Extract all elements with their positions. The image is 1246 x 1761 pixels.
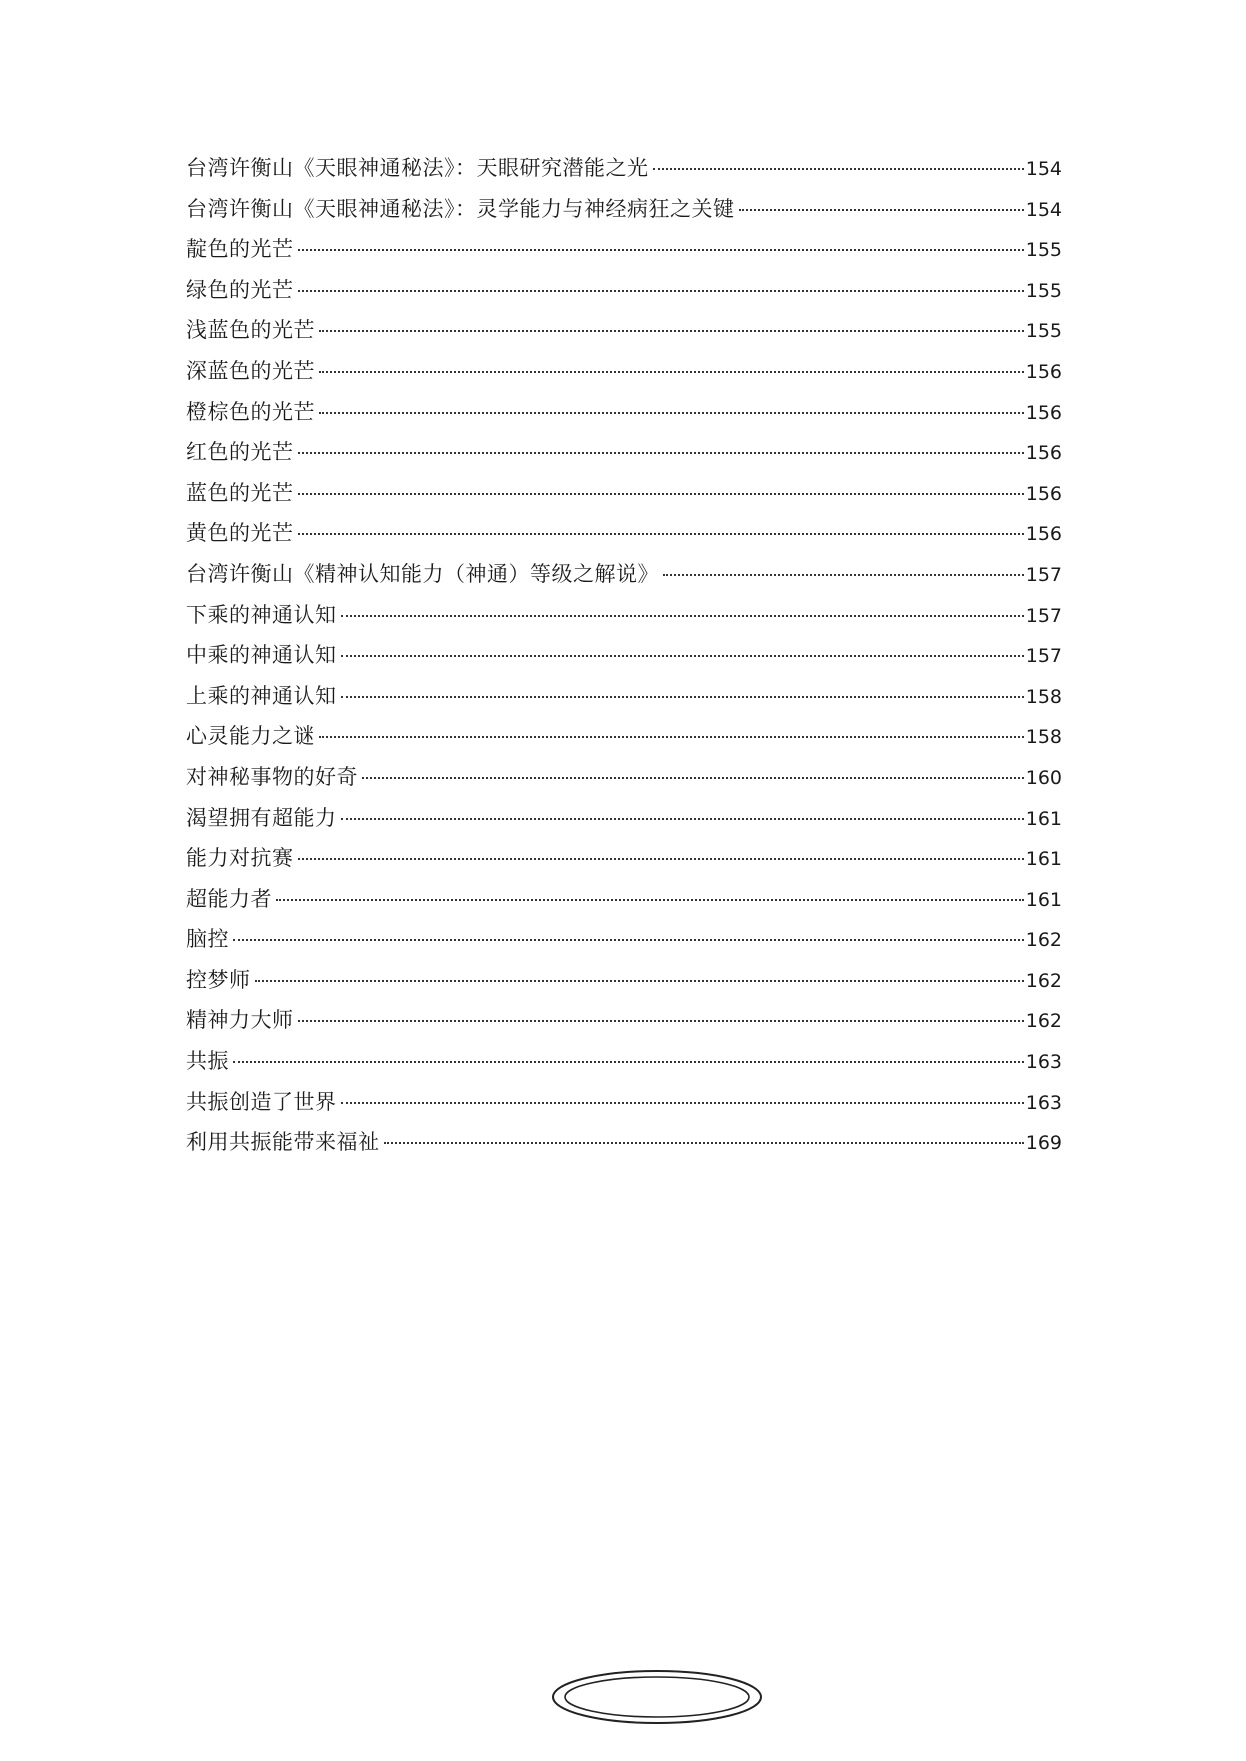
toc-entry-page-number: 156	[1025, 360, 1062, 383]
toc-dot-leader	[319, 411, 1024, 414]
toc-dot-leader	[233, 1060, 1024, 1063]
toc-entry[interactable]	[186, 1082, 1062, 1123]
toc-entry-page-number: 163	[1025, 1051, 1062, 1074]
toc-entry-page-number: 155	[1025, 239, 1062, 262]
toc-entry-page-number: 161	[1025, 807, 1062, 830]
toc-dot-leader	[341, 614, 1024, 617]
toc-dot-leader	[298, 532, 1024, 535]
toc-entry-title: 能力对抗赛	[186, 846, 294, 871]
toc-entry-page-number: 157	[1025, 645, 1062, 668]
toc-entry[interactable]	[186, 473, 1062, 514]
toc-dot-leader	[276, 898, 1024, 901]
toc-entry-page-number: 163	[1025, 1091, 1062, 1114]
toc-entry-page-number: 161	[1025, 888, 1062, 911]
toc-entry-page-number: 155	[1025, 279, 1062, 302]
toc-entry[interactable]	[186, 595, 1062, 636]
toc-entry[interactable]	[186, 879, 1062, 920]
toc-entry-title: 对神秘事物的好奇	[186, 764, 358, 789]
toc-entry-title: 台湾许衡山《天眼神通秘法》：天眼研究潜能之光	[186, 156, 649, 180]
toc-entry-title: 绿色的光芒	[186, 277, 294, 302]
toc-dot-leader	[663, 573, 1024, 576]
toc-entry-title: 红色的光芒	[186, 440, 294, 465]
toc-dot-leader	[341, 695, 1024, 698]
toc-dot-leader	[319, 735, 1024, 738]
toc-entry-title: 利用共振能带来福祉	[186, 1130, 380, 1155]
toc-entry[interactable]	[186, 351, 1062, 392]
toc-entry[interactable]	[186, 676, 1062, 717]
toc-entry-title: 台湾许衡山《天眼神通秘法》：灵学能力与神经病狂之关键	[186, 196, 735, 221]
toc-entry[interactable]	[186, 513, 1062, 554]
toc-dot-leader	[298, 289, 1024, 292]
toc-dot-leader	[298, 857, 1024, 860]
toc-entry-page-number: 160	[1025, 766, 1062, 789]
toc-entry-title: 靛色的光芒	[186, 237, 294, 262]
toc-entry[interactable]	[186, 716, 1062, 757]
toc-dot-leader	[298, 492, 1024, 495]
toc-entry[interactable]	[186, 1122, 1062, 1163]
toc-entry-page-number: 156	[1025, 523, 1062, 546]
toc-entry-page-number: 161	[1025, 848, 1062, 871]
toc-dot-leader	[298, 248, 1024, 251]
toc-entry[interactable]	[186, 310, 1062, 351]
toc-entry-title: 控梦师	[186, 967, 251, 992]
toc-entry-page-number: 157	[1025, 604, 1062, 627]
toc-entry[interactable]	[186, 148, 1062, 189]
toc-dot-leader	[255, 979, 1024, 982]
toc-dot-leader	[653, 167, 1024, 170]
toc-entry-page-number: 156	[1025, 482, 1062, 505]
toc-entry-title: 共振	[186, 1049, 229, 1074]
toc-entry-title: 超能力者	[186, 886, 272, 911]
toc-entry-page-number: 154	[1025, 158, 1062, 180]
toc-entry-title: 黄色的光芒	[186, 521, 294, 546]
toc-entry-page-number: 169	[1025, 1132, 1062, 1155]
toc-entry-title: 蓝色的光芒	[186, 480, 294, 505]
toc-entry[interactable]	[186, 432, 1062, 473]
toc-dot-leader	[341, 817, 1024, 820]
toc-dot-leader	[384, 1141, 1024, 1144]
toc-dot-leader	[739, 208, 1024, 211]
toc-entry[interactable]	[186, 1000, 1062, 1041]
toc-entry-page-number: 158	[1025, 685, 1062, 708]
toc-entry-page-number: 155	[1025, 320, 1062, 343]
toc-entry[interactable]	[186, 919, 1062, 960]
toc-entry[interactable]	[186, 554, 1062, 595]
table-of-contents	[186, 148, 1062, 1163]
toc-entry[interactable]	[186, 189, 1062, 230]
toc-dot-leader	[233, 938, 1024, 941]
toc-dot-leader	[319, 329, 1024, 332]
toc-entry-title: 深蓝色的光芒	[186, 358, 315, 383]
toc-entry-title: 渴望拥有超能力	[186, 805, 337, 830]
toc-entry-page-number: 156	[1025, 401, 1062, 424]
toc-entry-title: 上乘的神通认知	[186, 683, 337, 708]
toc-entry-page-number: 156	[1025, 442, 1062, 465]
toc-entry-page-number: 162	[1025, 969, 1062, 992]
toc-entry[interactable]	[186, 392, 1062, 433]
toc-entry-page-number: 157	[1025, 563, 1062, 586]
toc-entry[interactable]	[186, 757, 1062, 798]
toc-entry-title: 共振创造了世界	[186, 1089, 337, 1114]
toc-entry-title: 台湾许衡山《精神认知能力（神通）等级之解说》	[186, 561, 659, 586]
toc-entry-title: 浅蓝色的光芒	[186, 318, 315, 343]
toc-entry[interactable]	[186, 960, 1062, 1001]
toc-entry[interactable]	[186, 635, 1062, 676]
toc-dot-leader	[319, 370, 1024, 373]
toc-entry[interactable]	[186, 838, 1062, 879]
toc-dot-leader	[341, 1101, 1024, 1104]
toc-entry[interactable]	[186, 229, 1062, 270]
toc-entry-page-number: 162	[1025, 1010, 1062, 1033]
page-number-oval-icon	[550, 1668, 764, 1726]
toc-dot-leader	[298, 451, 1024, 454]
toc-entry[interactable]	[186, 798, 1062, 839]
toc-entry-title: 下乘的神通认知	[186, 602, 337, 627]
toc-dot-leader	[298, 1019, 1024, 1022]
toc-dot-leader	[341, 654, 1024, 657]
toc-entry-page-number: 162	[1025, 929, 1062, 952]
toc-entry[interactable]	[186, 1041, 1062, 1082]
toc-entry[interactable]	[186, 270, 1062, 311]
toc-dot-leader	[362, 776, 1024, 779]
toc-entry-title: 橙棕色的光芒	[186, 399, 315, 424]
toc-entry-title: 脑控	[186, 927, 229, 952]
toc-entry-page-number: 154	[1025, 198, 1062, 221]
toc-entry-title: 中乘的神通认知	[186, 643, 337, 668]
toc-entry-title: 精神力大师	[186, 1008, 294, 1033]
toc-entry-page-number: 158	[1025, 726, 1062, 749]
toc-entry-title: 心灵能力之谜	[186, 724, 315, 749]
